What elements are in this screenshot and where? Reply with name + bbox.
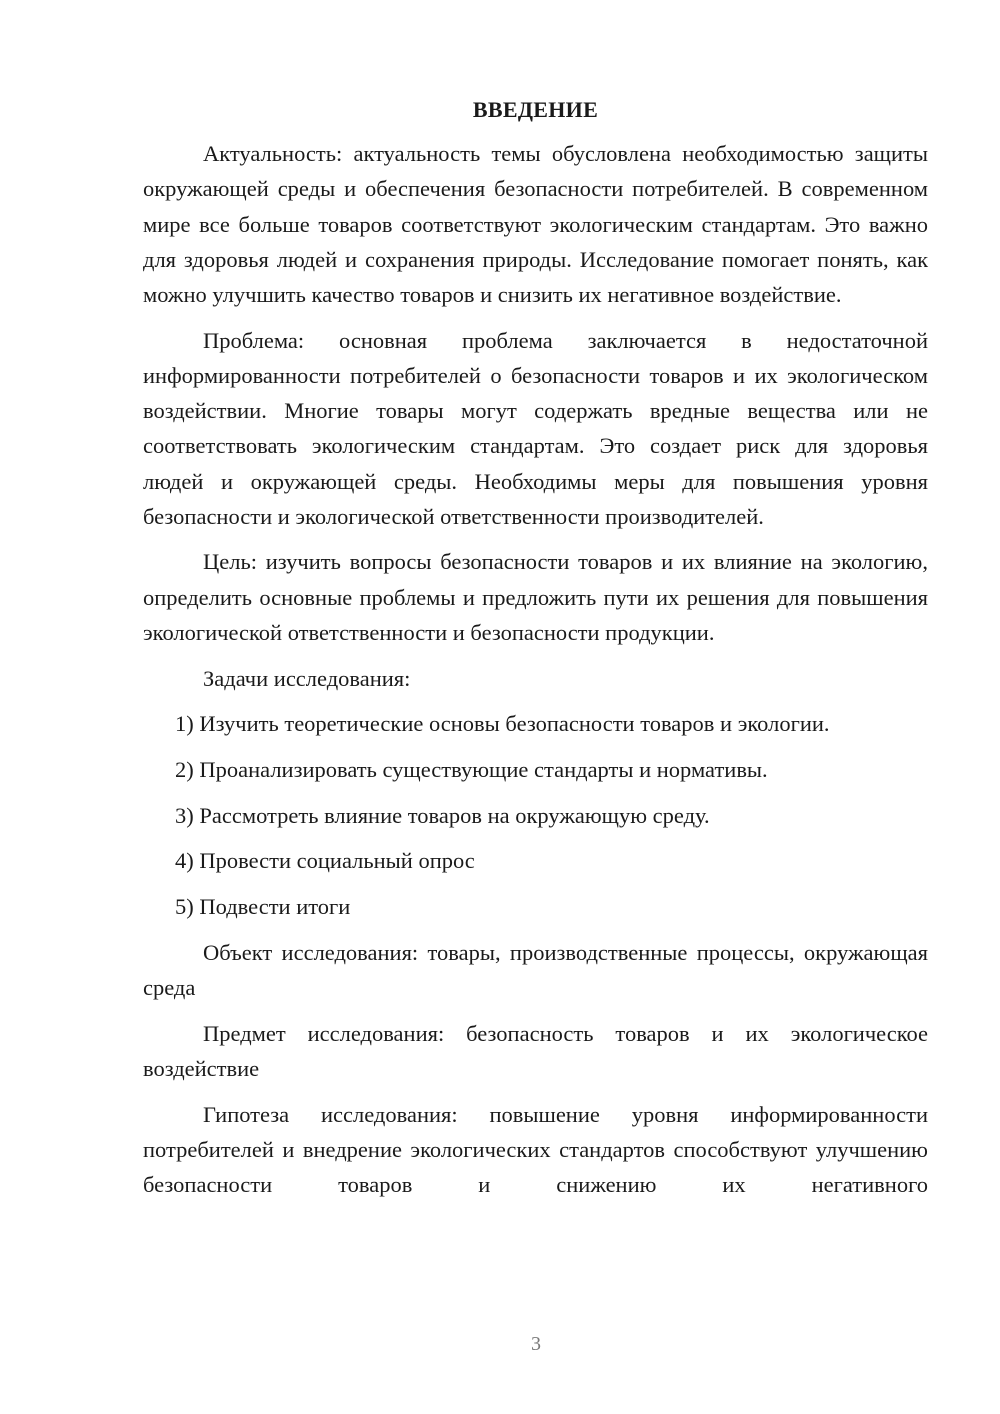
tasks-list — [143, 706, 928, 924]
list-item: 2) Проанализировать существующие стандарты и нормативы. — [175, 756, 768, 782]
paragraph-problem: Проблема: основная проблема заключается в недостаточной информированности потребителей о безопасности товаров и их экологическом воздействии. Многие товары могут содержать вредные вещества или не соответствовать экологическим стандартам. Это создает риск для здоровья людей и окружающей среды. Необходимы меры для повышения уровня безопасности и экологической ответственности производителей. — [143, 327, 928, 529]
page-content — [143, 92, 928, 1213]
list-item: 4) Провести социальный опрос — [175, 848, 475, 874]
paragraph-goal: Цель: изучить вопросы безопасности товаров и их влияние на экологию, определить основные проблемы и предложить пути их решения для повышения экологической ответственности и безопасности продукции. — [143, 549, 928, 645]
list-item: 3) Рассмотреть влияние товаров на окружающую среду. — [175, 802, 710, 828]
list-item: 1) Изучить теоретические основы безопасности товаров и экологии. — [175, 711, 830, 737]
section-title: ВВЕДЕНИЕ — [472, 97, 599, 122]
paragraph-relevance: Актуальность: актуальность темы обусловлена необходимостью защиты окружающей среды и обеспечения безопасности потребителей. В современном мире все больше товаров соответствуют экологическим стандартам. Это важно для здоровья людей и сохранения природы. Исследование помогает понять, как можно улучшить качество товаров и снизить их негативное воздействие. — [143, 141, 928, 308]
paragraph-subject: Предмет исследования: безопасность товаров и их экологическое воздействие — [143, 1020, 928, 1081]
paragraph-object: Объект исследования: товары, производственные процессы, окружающая среда — [143, 939, 928, 1000]
paragraph-hypothesis: Гипотеза исследования: повышение уровня информированности потребителей и внедрение экологических стандартов способствуют улучшению безопасности товаров и снижению их негативного — [143, 1101, 928, 1197]
page-number: 3 — [531, 1333, 541, 1355]
list-item: 5) Подвести итоги — [175, 894, 351, 920]
tasks-heading: Задачи исследования: — [203, 665, 411, 691]
